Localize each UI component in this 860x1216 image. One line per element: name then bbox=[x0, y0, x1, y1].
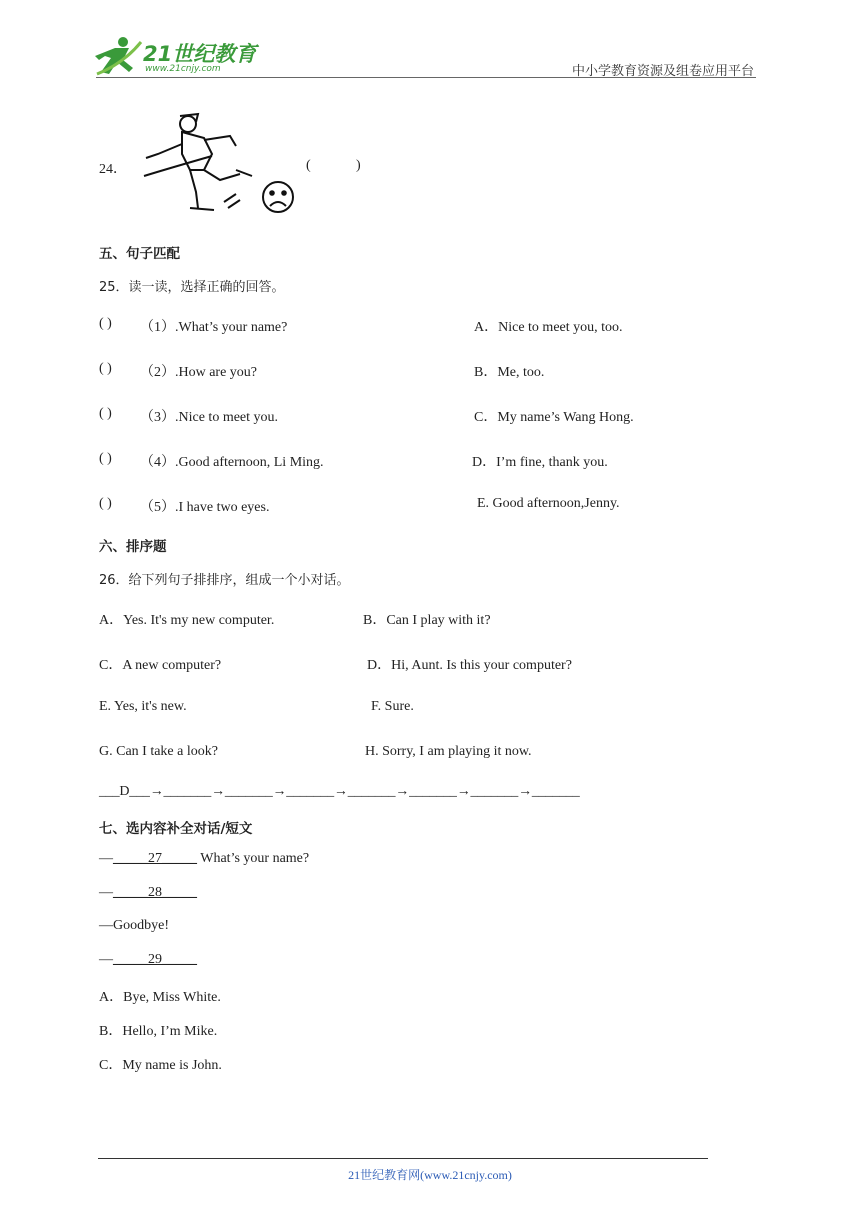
order-answer-line[interactable]: ___D___→_______→_______→_______→_______→_______→_______→_______ bbox=[99, 784, 580, 799]
dialogue-blank-29[interactable]: _____29_____ bbox=[113, 952, 197, 967]
dialogue-line bbox=[99, 851, 309, 867]
dialogue-line bbox=[99, 952, 197, 968]
q24-number: 24． bbox=[99, 162, 127, 177]
dialogue-option: A．Bye, Miss White. bbox=[99, 990, 221, 1005]
match-right-item: D．I’m fine, thank you. bbox=[472, 455, 608, 470]
match-bracket[interactable]: ( ) bbox=[99, 406, 112, 421]
dialogue-dash: — bbox=[99, 851, 113, 866]
match-left-item: （5）.I have two eyes. bbox=[140, 500, 270, 515]
dialogue-text: Goodbye! bbox=[113, 918, 169, 933]
footer-text[interactable]: 21世纪教育网(www.21cnjy.com) bbox=[348, 1168, 512, 1182]
dialogue-dash: — bbox=[99, 918, 113, 933]
dialogue-text: What’s your name? bbox=[197, 851, 310, 866]
dialogue-blank-27[interactable]: _____27_____ bbox=[113, 851, 197, 866]
match-right-item: A．Nice to meet you, too. bbox=[474, 320, 623, 335]
order-option: A．Yes. It's my new computer. bbox=[99, 613, 275, 628]
runner-icon bbox=[95, 37, 141, 74]
match-bracket[interactable]: ( ) bbox=[99, 451, 112, 466]
order-option: C．A new computer? bbox=[99, 658, 222, 673]
header-divider bbox=[96, 77, 756, 78]
match-bracket[interactable]: ( ) bbox=[99, 496, 112, 511]
order-option: B．Can I play with it? bbox=[363, 613, 491, 628]
q24-bracket-close: ) bbox=[356, 158, 361, 173]
logo-url: www.21cnjy.com bbox=[145, 64, 221, 74]
order-option: G. Can I take a look? bbox=[99, 744, 218, 759]
dialogue-line bbox=[99, 885, 197, 901]
footer-divider bbox=[98, 1158, 708, 1159]
match-left-item: （4）.Good afternoon, Li Ming. bbox=[140, 455, 324, 470]
skater-image bbox=[140, 110, 305, 218]
match-right-item: E. Good afternoon,Jenny. bbox=[477, 496, 620, 511]
match-right-item: C．My name’s Wang Hong. bbox=[474, 410, 634, 425]
order-option: E. Yes, it's new. bbox=[99, 699, 187, 714]
order-option: D．Hi, Aunt. Is this your computer? bbox=[367, 658, 572, 673]
order-option: H. Sorry, I am playing it now. bbox=[365, 744, 532, 759]
section5-title: 五、句子匹配 bbox=[99, 246, 180, 262]
dialogue-option: C．My name is John. bbox=[99, 1058, 222, 1073]
section7-title: 七、选内容补全对话/短文 bbox=[99, 821, 253, 837]
dialogue-option: B．Hello, I’m Mike. bbox=[99, 1024, 218, 1039]
match-bracket[interactable]: ( ) bbox=[99, 361, 112, 376]
match-right-item: B．Me, too. bbox=[474, 365, 545, 380]
skater-figure bbox=[144, 114, 252, 210]
match-left-item: （3）.Nice to meet you. bbox=[140, 410, 279, 425]
header-right-text: 中小学教育资源及组卷应用平台 bbox=[572, 64, 755, 79]
site-logo bbox=[93, 34, 258, 78]
q26-prompt: 26．给下列句子排排序，组成一个小对话。 bbox=[99, 573, 350, 588]
q24-bracket-open: ( bbox=[306, 158, 311, 173]
sad-face-icon bbox=[263, 182, 293, 212]
dialogue-dash: — bbox=[99, 885, 113, 900]
dialogue-blank-28[interactable]: _____28_____ bbox=[113, 885, 197, 900]
section6-title: 六、排序题 bbox=[99, 539, 167, 555]
match-left-item: （1）.What’s your name? bbox=[140, 320, 288, 335]
dialogue-dash: — bbox=[99, 952, 113, 967]
match-left-item: （2）.How are you? bbox=[140, 365, 258, 380]
order-option: F. Sure. bbox=[371, 699, 414, 714]
logo-text: 21世纪教育 bbox=[143, 42, 257, 66]
match-bracket[interactable]: ( ) bbox=[99, 316, 112, 331]
dialogue-line bbox=[99, 918, 169, 934]
q25-prompt: 25．读一读，选择正确的回答。 bbox=[99, 280, 285, 295]
